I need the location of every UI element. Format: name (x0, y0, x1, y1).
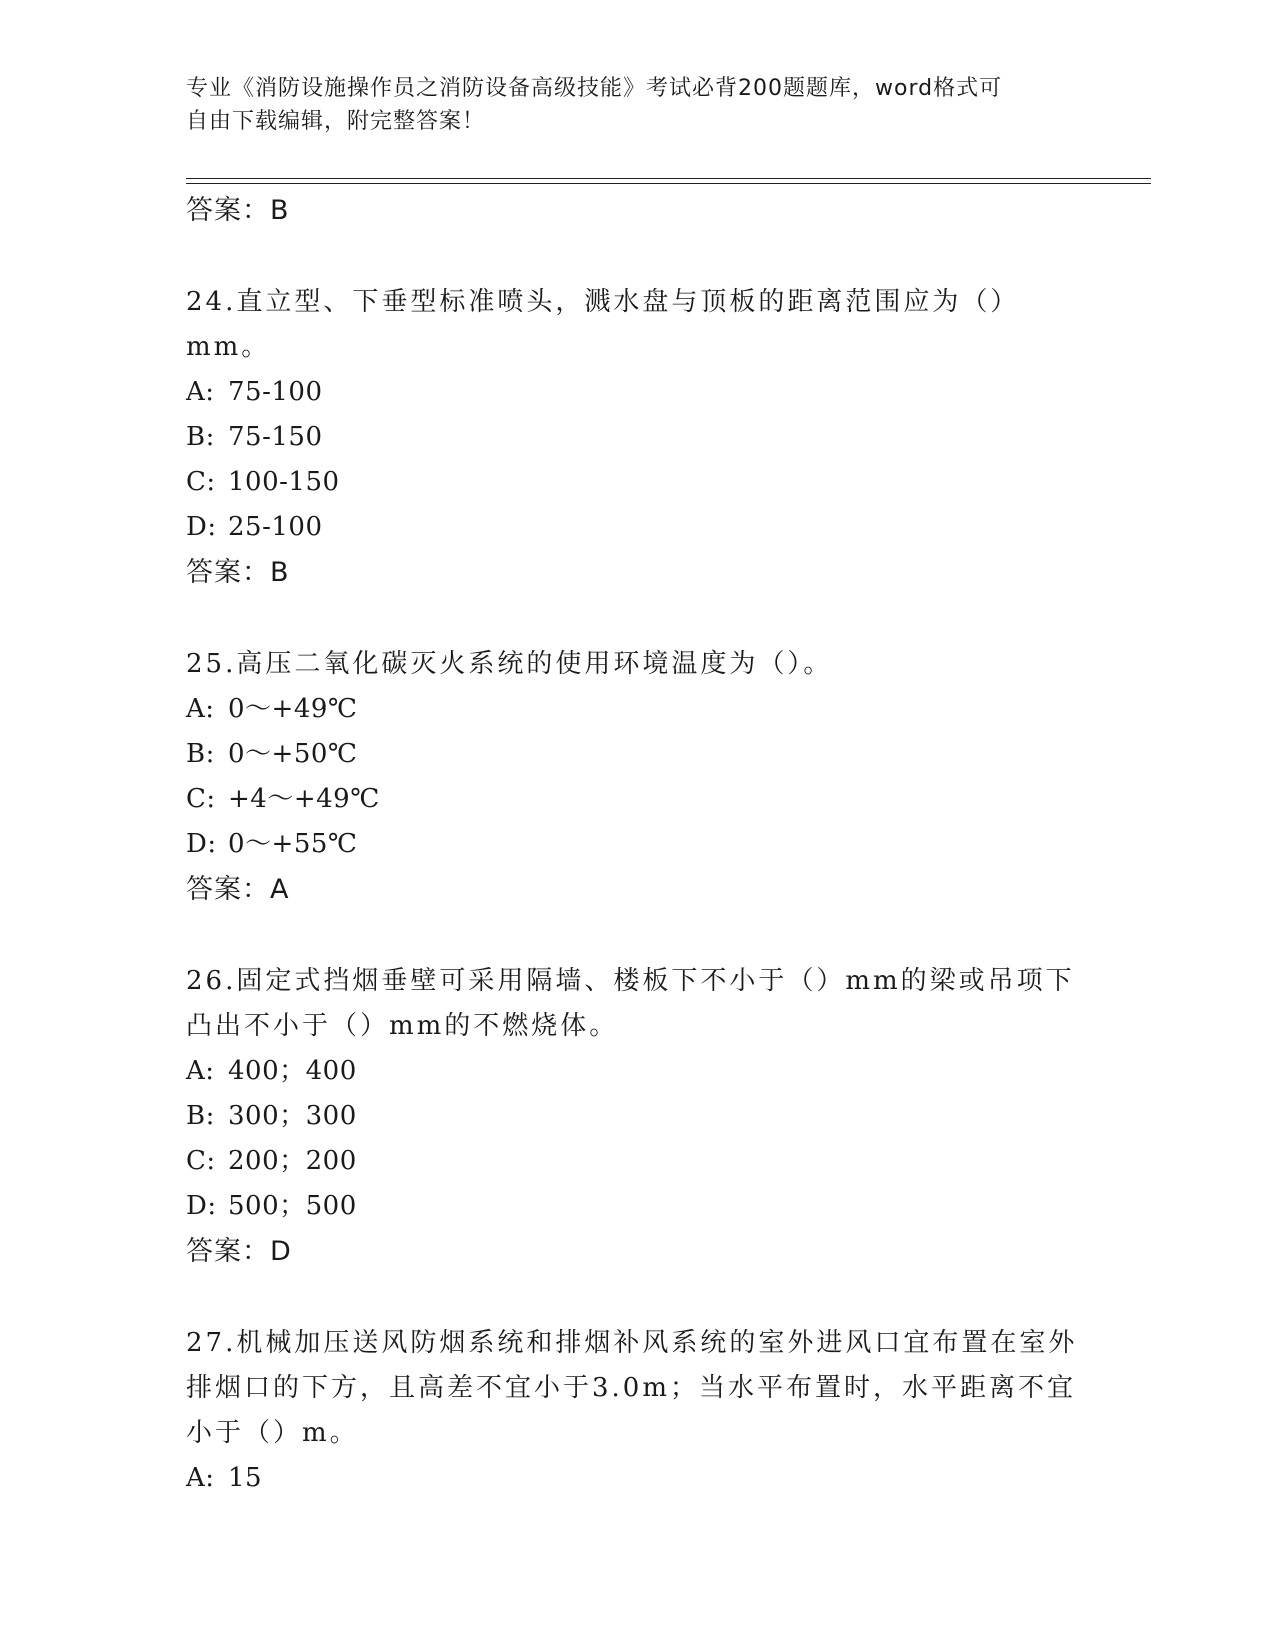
option-key: A: (186, 694, 215, 724)
option-a (186, 370, 1086, 415)
option-c (186, 1139, 1086, 1184)
option-value: 75-100 (228, 377, 323, 407)
option-value: 0～+50℃ (228, 739, 358, 769)
option-d (186, 822, 1086, 867)
question-text: 25.高压二氧化碳灭火系统的使用环境温度为（）。 (186, 649, 833, 679)
option-value: 200；200 (228, 1146, 357, 1176)
option-key: D: (186, 512, 217, 542)
option-value: 300；300 (228, 1101, 357, 1131)
question-text: 24.直立型、下垂型标准喷头，溅水盘与顶板的距离范围应为（）mm。 (186, 287, 1020, 362)
option-key: C: (186, 1146, 216, 1176)
answer-line: 答案：D (186, 1236, 292, 1267)
option-c (186, 777, 1086, 822)
question-item (186, 1321, 1086, 1501)
option-d (186, 1184, 1086, 1229)
option-b (186, 732, 1086, 777)
option-key: A: (186, 377, 215, 407)
question-item (186, 959, 1086, 1274)
option-value: 75-150 (228, 422, 323, 452)
option-key: C: (186, 467, 216, 497)
question-text: 27.机械加压送风防烟系统和排烟补风系统的室外进风口宜布置在室外排烟口的下方，且高差不宜小于3.0m；当水平布置时，水平距离不宜小于（）m。 (186, 1328, 1078, 1448)
option-value: +4～+49℃ (228, 784, 380, 814)
option-key: A: (186, 1056, 215, 1086)
question-list (186, 188, 1086, 1501)
option-b (186, 415, 1086, 460)
answer-line: 答案：B (186, 195, 290, 226)
option-value: 500；500 (228, 1191, 357, 1221)
option-a (186, 687, 1086, 732)
option-key: D: (186, 829, 217, 859)
option-b (186, 1094, 1086, 1139)
option-a (186, 1049, 1086, 1094)
option-value: 15 (228, 1463, 263, 1493)
option-key: A: (186, 1463, 215, 1493)
answer-line: 答案：B (186, 557, 290, 588)
option-value: 0～+55℃ (228, 829, 358, 859)
option-value: 400；400 (228, 1056, 357, 1086)
option-value: 100-150 (228, 467, 340, 497)
option-key: D: (186, 1191, 217, 1221)
option-key: C: (186, 784, 216, 814)
header-divider-top (186, 178, 1151, 179)
option-value: 0～+49℃ (228, 694, 358, 724)
option-key: B: (186, 739, 215, 769)
question-item (186, 280, 1086, 595)
answer-line: 答案：A (186, 874, 290, 905)
question-item (186, 642, 1086, 912)
header-divider-bottom (186, 183, 1151, 184)
option-a (186, 1456, 1086, 1501)
option-c (186, 460, 1086, 505)
option-key: B: (186, 422, 215, 452)
header-line-2: 自由下载编辑，附完整答案！ (186, 109, 486, 134)
option-key: B: (186, 1101, 215, 1131)
option-d (186, 505, 1086, 550)
page-header (186, 72, 1066, 138)
question-text: 26.固定式挡烟垂壁可采用隔墙、楼板下不小于（）mm的梁或吊项下凸出不小于（）mm的不燃烧体。 (186, 966, 1075, 1041)
option-value: 25-100 (228, 512, 323, 542)
header-line-1: 专业《消防设施操作员之消防设备高级技能》考试必背200题题库，word格式可 (186, 76, 1003, 101)
